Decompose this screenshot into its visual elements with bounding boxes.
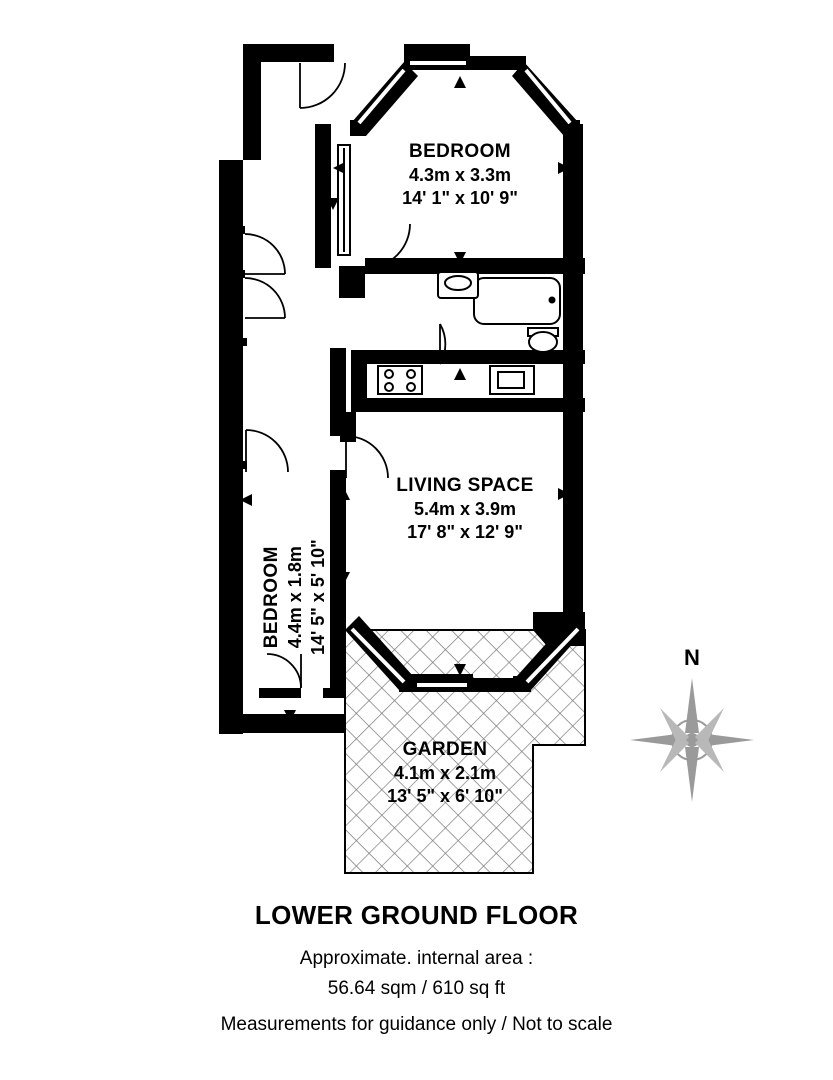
area-value: 56.64 sqm / 610 sq ft <box>327 978 506 999</box>
room-name: LIVING SPACE <box>396 475 534 496</box>
room-dimension-imperial: 14' 5" x 5' 10" <box>308 539 329 656</box>
room-dimension-metric: 4.3m x 3.3m <box>408 165 512 186</box>
room-label-garden <box>335 738 555 808</box>
room-label-living-space <box>350 474 580 544</box>
compass-north-label: N <box>684 645 700 670</box>
area-caption: Approximate. internal area : <box>299 948 534 969</box>
room-label-bedroom-2 <box>260 482 330 712</box>
bathroom-fixtures <box>438 272 560 352</box>
room-label-bedroom-1 <box>345 140 575 210</box>
room-name: BEDROOM <box>260 546 282 649</box>
compass-rose <box>630 678 754 802</box>
disclaimer-text: Measurements for guidance only / Not to scale <box>220 1014 613 1035</box>
floorplan-title: LOWER GROUND FLOOR <box>254 900 579 930</box>
room-dimension-metric: 4.4m x 1.8m <box>285 546 306 649</box>
room-dimension-imperial: 13' 5" x 6' 10" <box>387 786 503 807</box>
room-name: BEDROOM <box>408 141 512 162</box>
room-name: GARDEN <box>402 739 488 760</box>
room-dimension-imperial: 14' 1" x 10' 9" <box>402 188 518 209</box>
room-dimension-imperial: 17' 8" x 12' 9" <box>407 522 523 543</box>
room-dimension-metric: 5.4m x 3.9m <box>413 499 517 520</box>
room-dimension-metric: 4.1m x 2.1m <box>393 763 497 784</box>
